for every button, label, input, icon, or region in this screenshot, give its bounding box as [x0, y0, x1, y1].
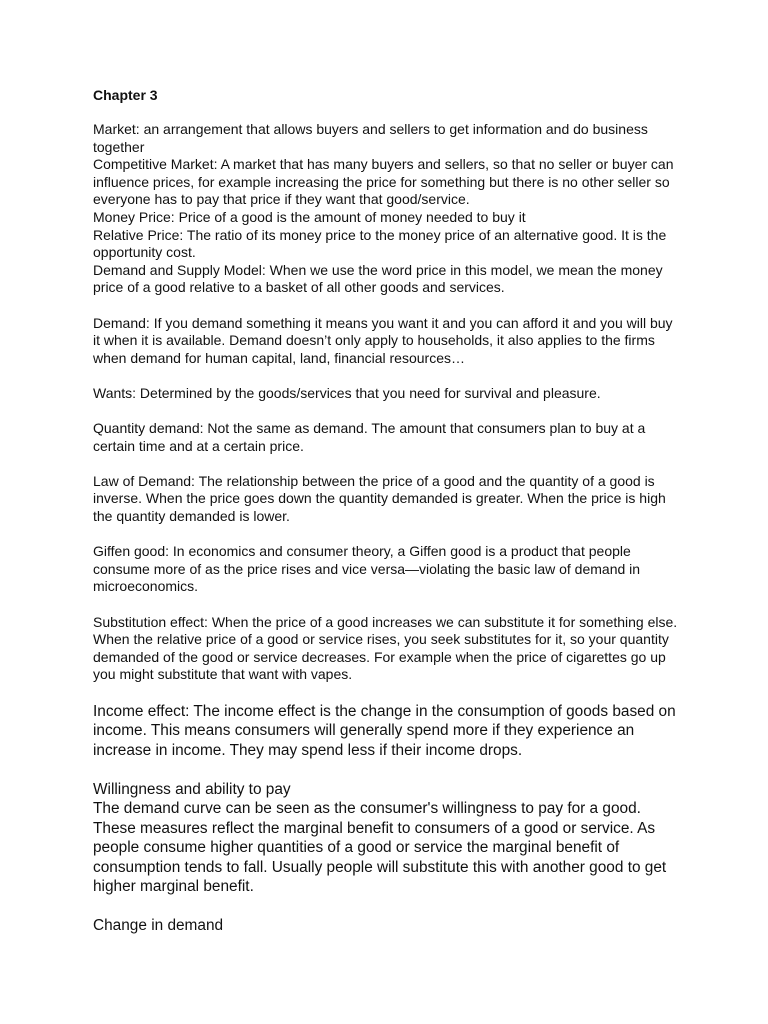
heading-willingness: Willingness and ability to pay: [93, 780, 291, 798]
document-page: [93, 86, 683, 936]
paragraph-giffen-good: Giffen good: In economics and consumer theory, a Giffen good is a product that people consume more of as the price rises and vice versa—violating the basic law of demand in microeconomics.: [93, 543, 641, 595]
paragraph-willingness: The demand curve can be seen as the consumer's willingness to pay for a good. These measures reflect the marginal benefit to consumers of a good or service. As people consume higher quantities of a good or service the marginal benefit of consumption tends to fall. Usually people will substitute this with another good to get higher marginal benefit.: [93, 800, 667, 896]
definition-competitive-market: Competitive Market: A market that has many buyers and sellers, so that no seller or buyer can influence prices, for example increasing the price for something but there is no other seller so everyone has to pay that price if they want that good/service.: [93, 156, 674, 208]
paragraph-quantity-demand: Quantity demand: Not the same as demand. The amount that consumers plan to buy at a certain time and at a certain price.: [93, 420, 646, 454]
definition-demand-supply-model: Demand and Supply Model: When we use the word price in this model, we mean the money price of a good relative to a basket of all other goods and services.: [93, 261, 663, 296]
paragraph-income-effect: Income effect: The income effect is the change in the consumption of goods based on income. This means consumers will generally spend more if they experience an increase in income. They may spend less if their income drops.: [93, 702, 676, 759]
definition-market: Market: an arrangement that allows buyers and sellers to get information and do business together: [93, 121, 648, 155]
definitions-section: [93, 121, 683, 702]
larger-text-section: [93, 702, 683, 936]
definition-relative-price: Relative Price: The ratio of its money price to the money price of an alternative good. It is the opportunity cost.: [93, 226, 667, 261]
chapter-title: Chapter 3: [93, 87, 158, 103]
paragraph-law-of-demand: Law of Demand: The relationship between the price of a good and the quantity of a good is inverse. When the price goes down the quantity demanded is greater. When the price is high the quantity demanded is lower.: [93, 472, 666, 525]
paragraph-demand: Demand: If you demand something it means you want it and you can afford it and you will buy it when it is available. Demand doesn’t only apply to households, it also applies to the firms when demand for human capital, land, financial resources…: [93, 314, 673, 366]
definition-money-price: Money Price: Price of a good is the amount of money needed to buy it: [93, 208, 526, 225]
paragraph-wants: Wants: Determined by the goods/services that you need for survival and pleasure.: [93, 384, 601, 401]
heading-change-in-demand: Change in demand: [93, 917, 224, 935]
paragraph-substitution-effect: Substitution effect: When the price of a good increases we can substitute it for something else. When the relative price of a good or service rises, you seek substitutes for it, so your quantity demanded of the good or service decreases. For example when the price of cigarettes go up you might substitute that want with vapes.: [93, 613, 678, 683]
